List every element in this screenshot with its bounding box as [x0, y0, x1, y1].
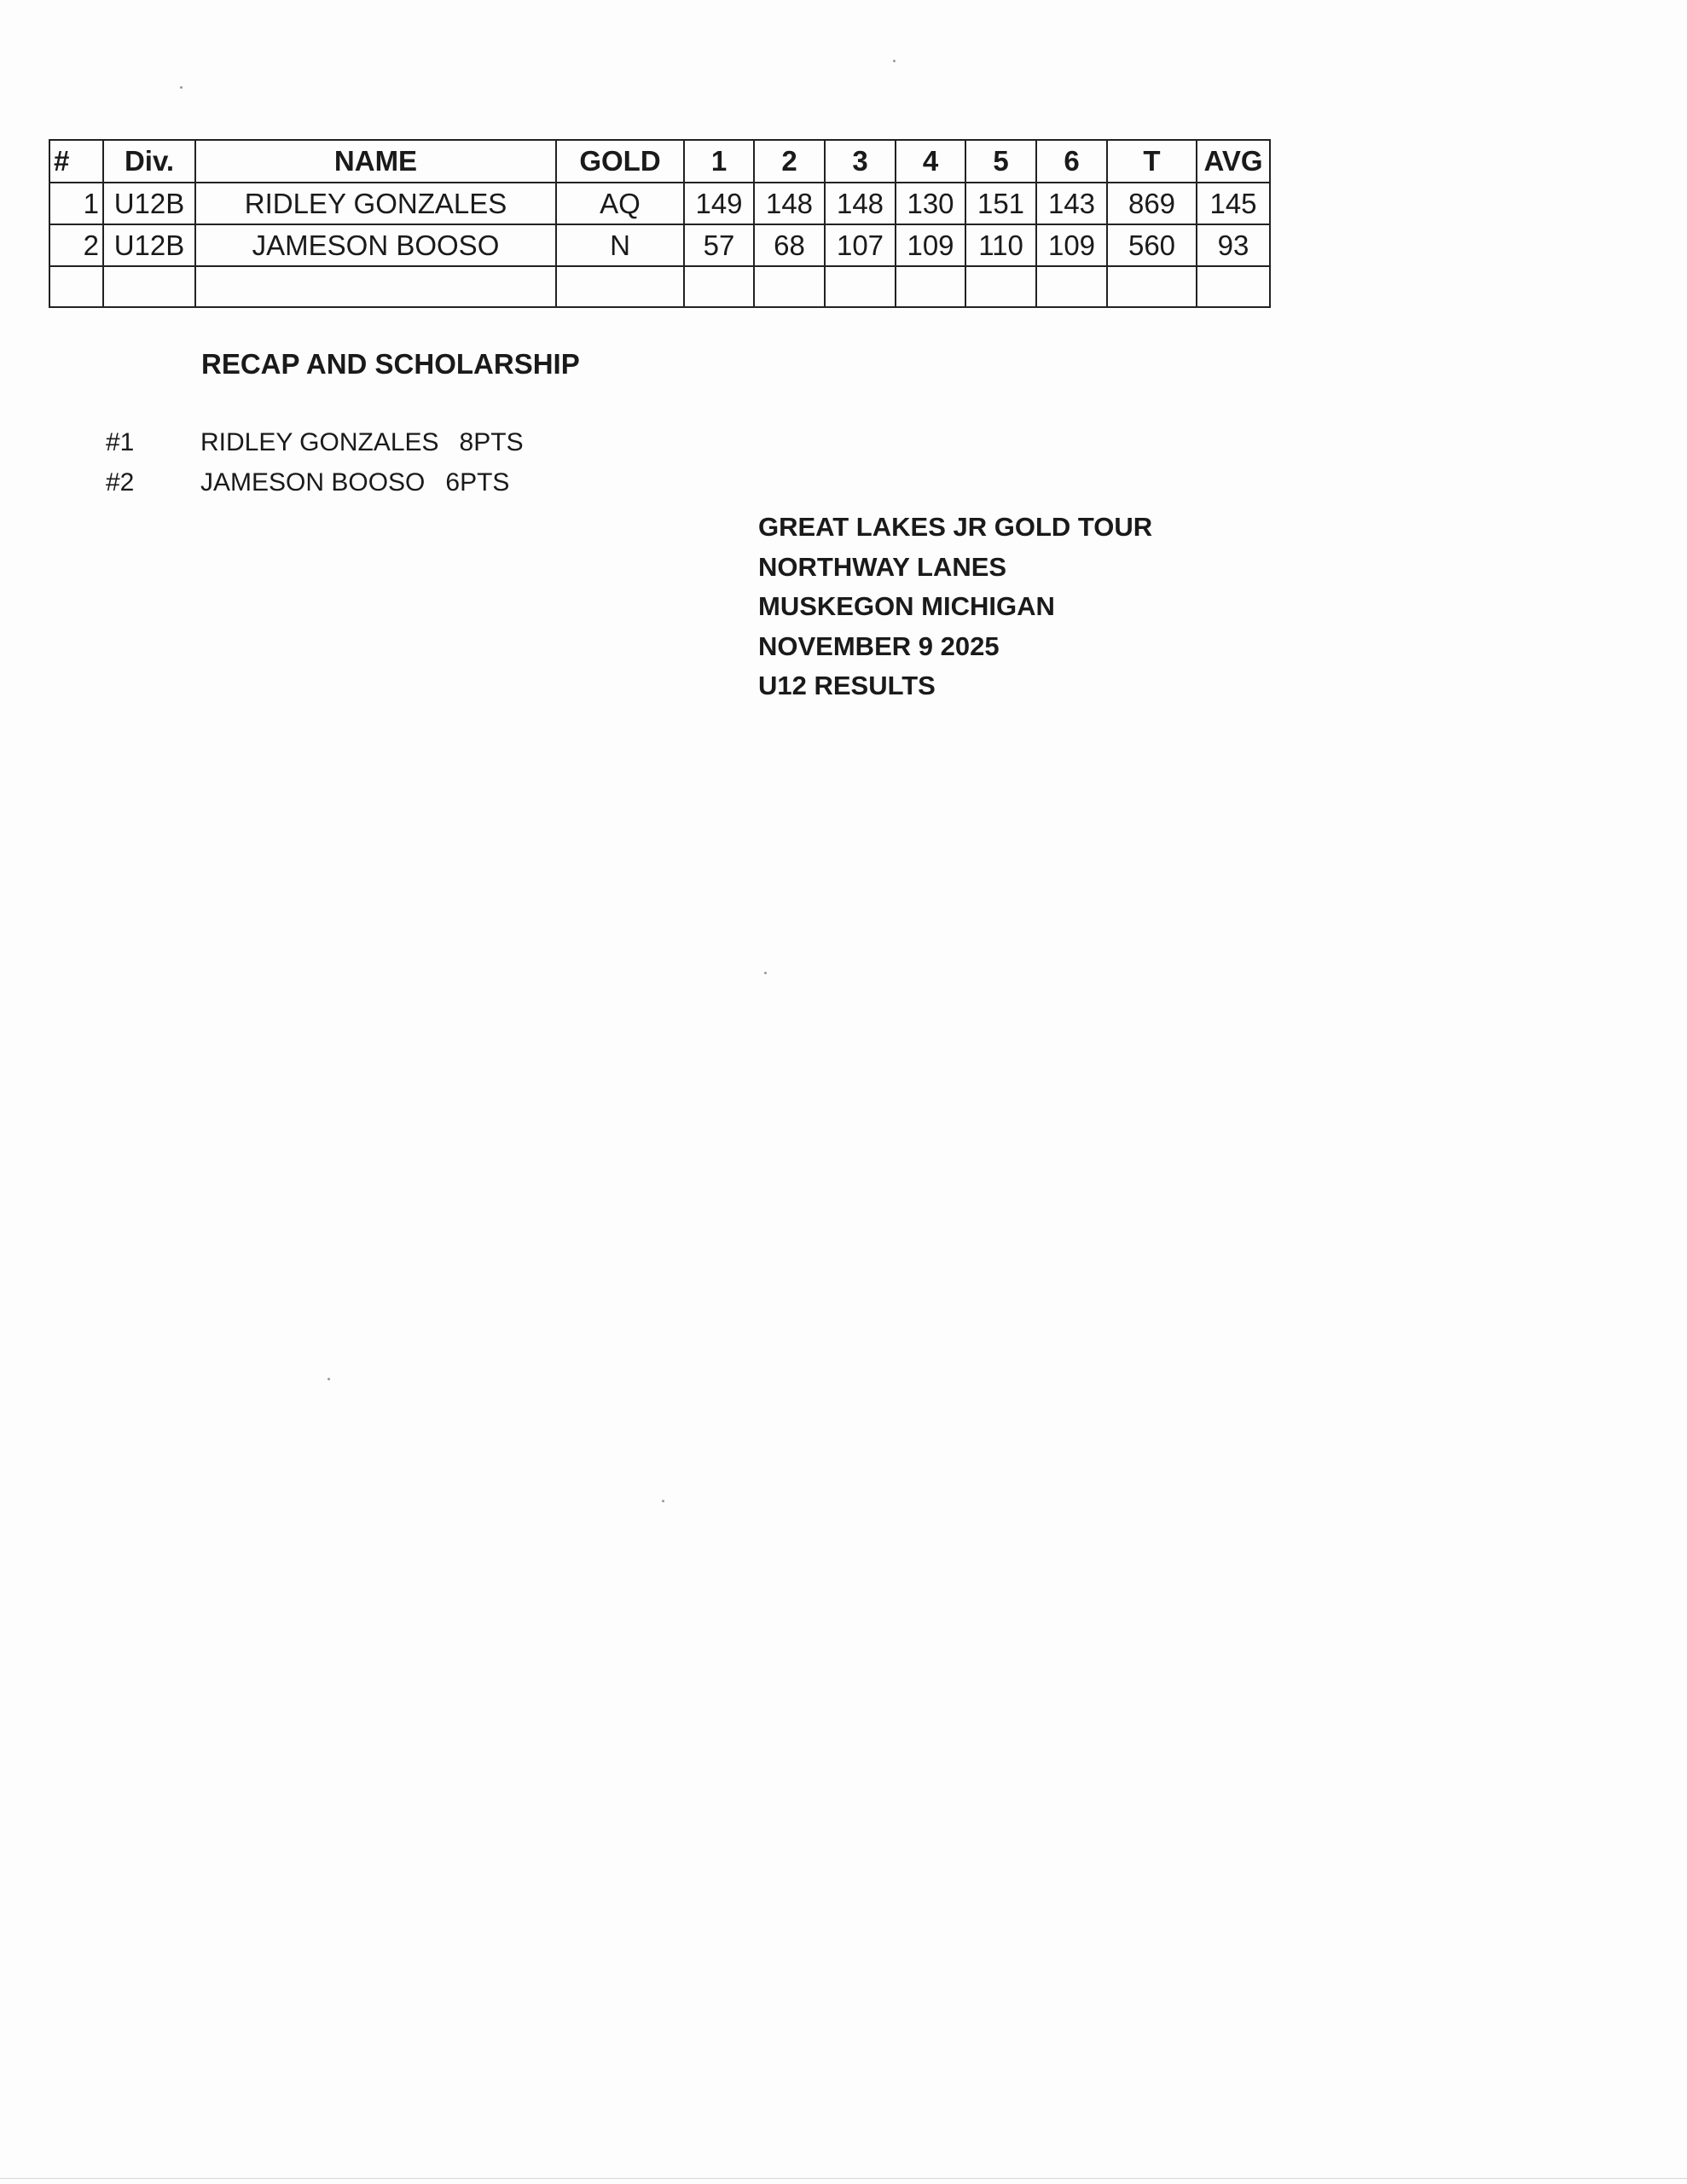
cell-empty — [1107, 266, 1197, 307]
cell-empty — [195, 266, 556, 307]
scan-speck — [764, 972, 767, 974]
cell-average: 93 — [1197, 224, 1270, 266]
table-row — [49, 183, 1270, 224]
recap-name: RIDLEY GONZALES — [200, 428, 439, 456]
event-location: MUSKEGON MICHIGAN — [758, 591, 1055, 621]
cell-average: 145 — [1197, 183, 1270, 224]
recap-item — [106, 468, 524, 508]
scan-speck — [328, 1378, 330, 1380]
cell-game-1: 57 — [684, 224, 754, 266]
header-game-4: 4 — [896, 140, 965, 183]
cell-game-4: 130 — [896, 183, 965, 224]
event-tour-name: GREAT LAKES JR GOLD TOUR — [758, 512, 1153, 542]
header-division: Div. — [103, 140, 195, 183]
cell-division: U12B — [103, 224, 195, 266]
cell-name: JAMESON BOOSO — [195, 224, 556, 266]
cell-name: RIDLEY GONZALES — [195, 183, 556, 224]
cell-gold: AQ — [556, 183, 684, 224]
header-game-3: 3 — [825, 140, 896, 183]
cell-game-4: 109 — [896, 224, 965, 266]
cell-empty — [49, 266, 103, 307]
scan-speck — [893, 60, 896, 62]
cell-game-5: 110 — [965, 224, 1036, 266]
recap-list — [106, 428, 524, 508]
header-game-2: 2 — [754, 140, 825, 183]
recap-rank: #1 — [106, 428, 135, 456]
cell-empty — [1036, 266, 1107, 307]
cell-total: 560 — [1107, 224, 1197, 266]
recap-points: 6PTS — [445, 468, 510, 497]
header-total: T — [1107, 140, 1197, 183]
cell-empty — [103, 266, 195, 307]
header-average: AVG — [1197, 140, 1270, 183]
header-game-5: 5 — [965, 140, 1036, 183]
header-name: NAME — [195, 140, 556, 183]
cell-gold: N — [556, 224, 684, 266]
scan-speck — [180, 86, 183, 89]
header-rank: # — [49, 140, 103, 183]
cell-empty — [896, 266, 965, 307]
table-row-empty — [49, 266, 1270, 307]
cell-empty — [556, 266, 684, 307]
cell-game-3: 107 — [825, 224, 896, 266]
results-table — [49, 139, 1271, 308]
event-venue: NORTHWAY LANES — [758, 551, 1007, 582]
recap-rank: #2 — [106, 468, 135, 497]
event-date: NOVEMBER 9 2025 — [758, 630, 1000, 661]
cell-division: U12B — [103, 183, 195, 224]
cell-total: 869 — [1107, 183, 1197, 224]
cell-empty — [965, 266, 1036, 307]
event-info-block — [758, 512, 1152, 711]
cell-empty — [754, 266, 825, 307]
table-row — [49, 224, 1270, 266]
recap-item — [106, 428, 524, 468]
cell-empty — [684, 266, 754, 307]
event-division-results: U12 RESULTS — [758, 671, 936, 700]
cell-rank: 2 — [49, 224, 103, 266]
header-game-1: 1 — [684, 140, 754, 183]
table-header-row — [49, 140, 1270, 183]
cell-game-2: 148 — [754, 183, 825, 224]
cell-game-6: 109 — [1036, 224, 1107, 266]
cell-game-1: 149 — [684, 183, 754, 224]
scan-speck — [662, 1500, 664, 1502]
recap-heading: RECAP AND SCHOLARSHIP — [201, 348, 580, 380]
recap-points: 8PTS — [459, 428, 524, 456]
cell-game-6: 143 — [1036, 183, 1107, 224]
cell-game-5: 151 — [965, 183, 1036, 224]
cell-game-2: 68 — [754, 224, 825, 266]
cell-empty — [825, 266, 896, 307]
cell-rank: 1 — [49, 183, 103, 224]
header-game-6: 6 — [1036, 140, 1107, 183]
cell-game-3: 148 — [825, 183, 896, 224]
recap-name: JAMESON BOOSO — [200, 468, 426, 497]
header-gold: GOLD — [556, 140, 684, 183]
scan-bottom-edge — [0, 2178, 1687, 2179]
cell-empty — [1197, 266, 1270, 307]
